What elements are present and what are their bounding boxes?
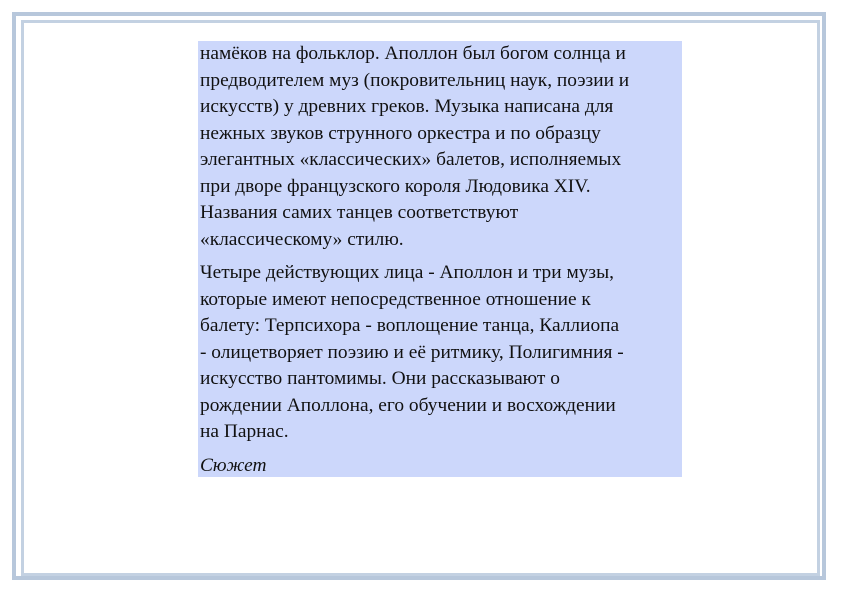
text-line: Четыре действующих лица - Аполлон и три музы,	[200, 262, 614, 283]
text-line: которые имеют непосредственное отношение к	[200, 288, 591, 310]
text-line: «классическому» стилю.	[200, 228, 404, 250]
text-line: нежных звуков струнного оркестра и по образцу	[200, 122, 601, 144]
text-line: намёков на фольклор. Аполлон был богом солнца и	[200, 43, 626, 64]
text-line: искусство пантомимы. Они рассказывают о	[200, 368, 560, 389]
text-line: балету: Терпсихора - воплощение танца, Каллиопа	[200, 315, 620, 336]
paragraph-apollon-intro	[200, 41, 678, 253]
text-line: Названия самих танцев соответствуют	[200, 202, 519, 223]
text-line: искусств) у древних греков. Музыка написана для	[200, 96, 614, 117]
text-line: - олицетворяет поэзию и её ритмику, Полигимния -	[200, 341, 624, 363]
text-line: при дворе французского короля Людовика XIV.	[200, 175, 591, 197]
text-line: рождении Аполлона, его обучении и восхождении	[200, 394, 616, 416]
text-line: предводителем муз (покровительниц наук, поэзии и	[200, 69, 630, 91]
text-line: элегантных «классических» балетов, исполняемых	[200, 149, 622, 170]
section-heading-plot: Сюжет	[200, 454, 267, 476]
paragraph-characters	[200, 260, 678, 446]
text-box	[198, 41, 682, 477]
text-line: на Парнас.	[200, 421, 289, 442]
